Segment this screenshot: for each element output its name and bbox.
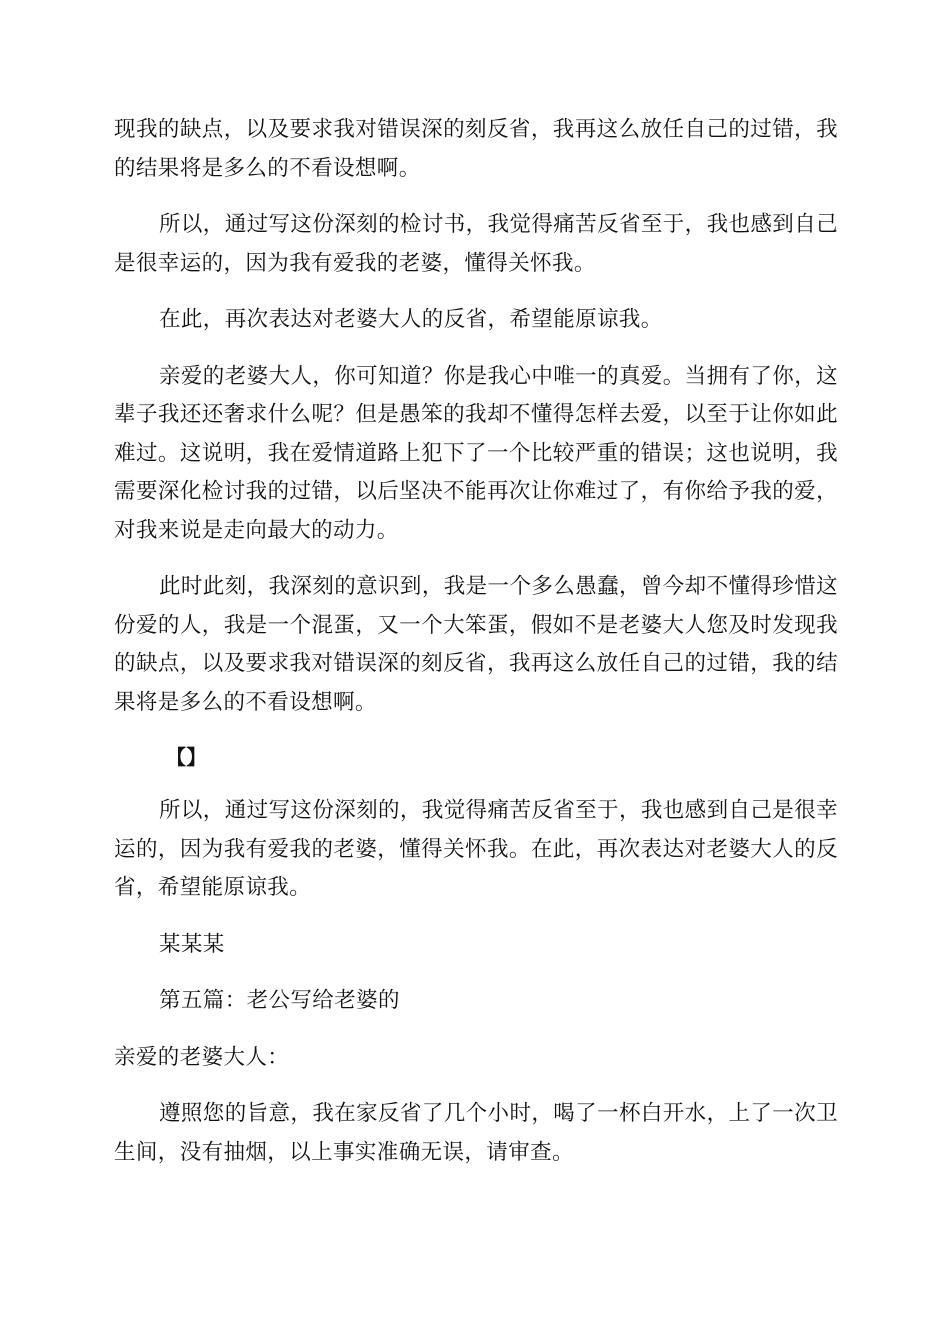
paragraph-5: 此时此刻，我深刻的意识到，我是一个多么愚蠢，曾今却不懂得珍惜这份爱的人，我是一个混蛋，又一个大笨蛋，假如不是老婆大人您及时发现我的缺点，以及要求我对错误深的刻反省，我再这么放任自己的过错，我的结果将是多么的不看设想啊。 (114, 574, 838, 715)
paragraph-4: 亲爱的老婆大人，你可知道？你是我心中唯一的真爱。当拥有了你，这辈子我还还奢求什么呢？但是愚笨的我却不懂得怎样去爱，以至于让你如此难过。这说明，我在爱情道路上犯下了一个比较严重的错误；这也说明，我需要深化检讨我的过错，以后坚决不能再次让你难过了，有你给予我的爱，对我来说是走向最大的动力。 (114, 363, 838, 543)
bracket-placeholder: 【】 (166, 745, 207, 769)
paragraph-2: 所以，通过写这份深刻的检讨书，我觉得痛苦反省至于，我也感到自己是很幸运的，因为我有爱我的老婆，懂得关怀我。 (114, 212, 838, 276)
paragraph-1: 现我的缺点，以及要求我对错误深的刻反省，我再这么放任自己的过错，我的结果将是多么的不看设想啊。 (114, 117, 838, 181)
paragraph-6: 所以，通过写这份深刻的，我觉得痛苦反省至于，我也感到自己是很幸运的，因为我有爱我的老婆，懂得关怀我。在此，再次表达对老婆大人的反省，希望能原谅我。 (114, 798, 838, 900)
section-heading: 第五篇：老公写给老婆的 (159, 988, 400, 1013)
paragraph-3: 在此，再次表达对老婆大人的反省，希望能原谅我。 (159, 307, 663, 332)
salutation: 亲爱的老婆大人： (114, 1044, 290, 1070)
paragraph-7: 遵照您的旨意，我在家反省了几个小时，喝了一杯白开水，上了一次卫生间，没有抽烟，以上事实准确无误，请审查。 (114, 1101, 838, 1165)
signature: 某某某 (159, 931, 225, 957)
document-page (114, 111, 838, 1172)
